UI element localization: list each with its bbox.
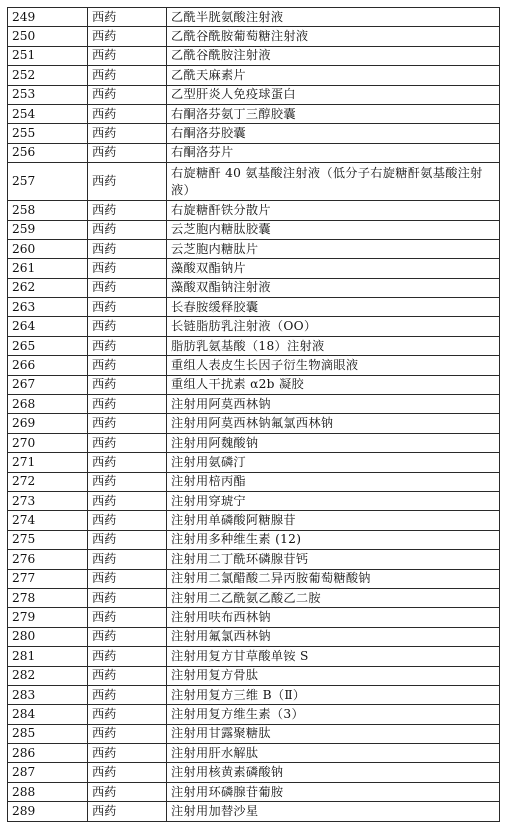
row-number-cell: 276: [8, 550, 88, 569]
drug-name-cell: 藻酸双酯钠注射液: [167, 278, 500, 297]
drug-name-cell: 乙型肝炎人免疫球蛋白: [167, 85, 500, 104]
row-number-cell: 266: [8, 356, 88, 375]
drug-name-cell: 注射用二乙酰氨乙酸乙二胺: [167, 588, 500, 607]
row-number-cell: 286: [8, 744, 88, 763]
row-number-cell: 249: [8, 8, 88, 27]
row-number-cell: 252: [8, 66, 88, 85]
row-number-cell: 260: [8, 239, 88, 258]
row-number-cell: 255: [8, 124, 88, 143]
row-number-cell: 282: [8, 666, 88, 685]
row-number-cell: 274: [8, 511, 88, 530]
table-row: [8, 46, 500, 65]
table-row: [8, 163, 500, 201]
row-number-cell: 277: [8, 569, 88, 588]
table-row: [8, 336, 500, 355]
row-number-cell: 281: [8, 647, 88, 666]
row-number-cell: 264: [8, 317, 88, 336]
category-cell: 西药: [88, 163, 167, 201]
drug-name-cell: 注射用肝水解肽: [167, 744, 500, 763]
drug-name-cell: 注射用呋布西林钠: [167, 608, 500, 627]
table-row: [8, 85, 500, 104]
row-number-cell: 270: [8, 433, 88, 452]
drug-name-cell: 云芝胞内糖肽片: [167, 239, 500, 258]
table-row: [8, 433, 500, 452]
row-number-cell: 258: [8, 201, 88, 220]
row-number-cell: 262: [8, 278, 88, 297]
category-cell: 西药: [88, 511, 167, 530]
drug-name-cell: 注射用二丁酰环磷腺苷钙: [167, 550, 500, 569]
row-number-cell: 273: [8, 491, 88, 510]
table-row: [8, 239, 500, 258]
category-cell: 西药: [88, 201, 167, 220]
row-number-cell: 283: [8, 685, 88, 704]
table-row: [8, 685, 500, 704]
row-number-cell: 253: [8, 85, 88, 104]
table-row: [8, 724, 500, 743]
category-cell: 西药: [88, 530, 167, 549]
drug-name-cell: 乙酰谷酰胺葡萄糖注射液: [167, 27, 500, 46]
table-row: [8, 782, 500, 801]
drug-name-cell: 注射用穿琥宁: [167, 491, 500, 510]
category-cell: 西药: [88, 685, 167, 704]
row-number-cell: 265: [8, 336, 88, 355]
category-cell: 西药: [88, 491, 167, 510]
category-cell: 西药: [88, 46, 167, 65]
table-row: [8, 124, 500, 143]
category-cell: 西药: [88, 588, 167, 607]
row-number-cell: 275: [8, 530, 88, 549]
category-cell: 西药: [88, 124, 167, 143]
category-cell: 西药: [88, 66, 167, 85]
drug-name-cell: 注射用二氯醋酸二异丙胺葡萄糖酸钠: [167, 569, 500, 588]
drug-name-cell: 注射用单磷酸阿糖腺苷: [167, 511, 500, 530]
row-number-cell: 251: [8, 46, 88, 65]
table-row: [8, 375, 500, 394]
drug-name-cell: 右旋糖酐铁分散片: [167, 201, 500, 220]
category-cell: 西药: [88, 724, 167, 743]
drug-name-cell: 藻酸双酯钠片: [167, 259, 500, 278]
row-number-cell: 271: [8, 453, 88, 472]
row-number-cell: 250: [8, 27, 88, 46]
table-row: [8, 647, 500, 666]
table-row: [8, 588, 500, 607]
drug-name-cell: 长链脂肪乳注射液（OO）: [167, 317, 500, 336]
drug-name-cell: 乙酰谷酰胺注射液: [167, 46, 500, 65]
table-row: [8, 66, 500, 85]
row-number-cell: 279: [8, 608, 88, 627]
drug-name-cell: 云芝胞内糖肽胶囊: [167, 220, 500, 239]
table-row: [8, 278, 500, 297]
category-cell: 西药: [88, 705, 167, 724]
table-row: [8, 627, 500, 646]
row-number-cell: 256: [8, 143, 88, 162]
row-number-cell: 287: [8, 763, 88, 782]
category-cell: 西药: [88, 8, 167, 27]
category-cell: 西药: [88, 647, 167, 666]
drug-name-cell: 右酮洛芬氨丁三醇胶囊: [167, 104, 500, 123]
table-row: [8, 550, 500, 569]
table-row: [8, 317, 500, 336]
row-number-cell: 280: [8, 627, 88, 646]
table-row: [8, 143, 500, 162]
table-row: [8, 356, 500, 375]
table-row: [8, 569, 500, 588]
row-number-cell: 272: [8, 472, 88, 491]
row-number-cell: 288: [8, 782, 88, 801]
category-cell: 西药: [88, 27, 167, 46]
category-cell: 西药: [88, 608, 167, 627]
drug-name-cell: 乙酰半胱氨酸注射液: [167, 8, 500, 27]
row-number-cell: 257: [8, 163, 88, 201]
drug-name-cell: 注射用核黄素磷酸钠: [167, 763, 500, 782]
category-cell: 西药: [88, 627, 167, 646]
category-cell: 西药: [88, 433, 167, 452]
row-number-cell: 267: [8, 375, 88, 394]
row-number-cell: 268: [8, 395, 88, 414]
drug-name-cell: 注射用氨磷汀: [167, 453, 500, 472]
table-row: [8, 259, 500, 278]
category-cell: 西药: [88, 472, 167, 491]
row-number-cell: 263: [8, 298, 88, 317]
category-cell: 西药: [88, 744, 167, 763]
drug-name-cell: 脂肪乳氨基酸（18）注射液: [167, 336, 500, 355]
category-cell: 西药: [88, 85, 167, 104]
category-cell: 西药: [88, 104, 167, 123]
drug-name-cell: 注射用阿莫西林钠: [167, 395, 500, 414]
category-cell: 西药: [88, 802, 167, 821]
drug-name-cell: 注射用复方维生素（3）: [167, 705, 500, 724]
drug-name-cell: 右酮洛芬片: [167, 143, 500, 162]
drug-name-cell: 注射用阿莫西林钠氟氯西林钠: [167, 414, 500, 433]
drug-name-cell: 注射用阿魏酸钠: [167, 433, 500, 452]
table-row: [8, 8, 500, 27]
drug-name-cell: 注射用氟氯西林钠: [167, 627, 500, 646]
drug-name-cell: 注射用棓丙酯: [167, 472, 500, 491]
category-cell: 西药: [88, 666, 167, 685]
table-row: [8, 802, 500, 821]
table-row: [8, 201, 500, 220]
table-row: [8, 220, 500, 239]
drug-name-cell: 注射用环磷腺苷葡胺: [167, 782, 500, 801]
category-cell: 西药: [88, 414, 167, 433]
category-cell: 西药: [88, 782, 167, 801]
row-number-cell: 259: [8, 220, 88, 239]
drug-list-body: [8, 8, 500, 822]
category-cell: 西药: [88, 298, 167, 317]
drug-name-cell: 注射用复方甘草酸单铵 S: [167, 647, 500, 666]
table-row: [8, 666, 500, 685]
drug-name-cell: 右酮洛芬胶囊: [167, 124, 500, 143]
drug-name-cell: 注射用加替沙星: [167, 802, 500, 821]
drug-name-cell: 右旋糖酐 40 氨基酸注射液（低分子右旋糖酐氨基酸注射液）: [167, 163, 500, 201]
row-number-cell: 278: [8, 588, 88, 607]
drug-name-cell: 乙酰天麻素片: [167, 66, 500, 85]
category-cell: 西药: [88, 278, 167, 297]
row-number-cell: 289: [8, 802, 88, 821]
drug-name-cell: 重组人表皮生长因子衍生物滴眼液: [167, 356, 500, 375]
category-cell: 西药: [88, 220, 167, 239]
table-row: [8, 511, 500, 530]
table-row: [8, 414, 500, 433]
table-row: [8, 298, 500, 317]
category-cell: 西药: [88, 763, 167, 782]
row-number-cell: 261: [8, 259, 88, 278]
category-cell: 西药: [88, 336, 167, 355]
category-cell: 西药: [88, 356, 167, 375]
category-cell: 西药: [88, 375, 167, 394]
table-row: [8, 705, 500, 724]
table-row: [8, 27, 500, 46]
drug-name-cell: 重组人干扰素 α2b 凝胶: [167, 375, 500, 394]
category-cell: 西药: [88, 239, 167, 258]
table-row: [8, 744, 500, 763]
category-cell: 西药: [88, 317, 167, 336]
table-row: [8, 608, 500, 627]
category-cell: 西药: [88, 395, 167, 414]
row-number-cell: 254: [8, 104, 88, 123]
row-number-cell: 284: [8, 705, 88, 724]
table-row: [8, 104, 500, 123]
category-cell: 西药: [88, 453, 167, 472]
table-row: [8, 453, 500, 472]
table-row: [8, 763, 500, 782]
drug-name-cell: 注射用复方骨肽: [167, 666, 500, 685]
drug-name-cell: 注射用多种维生素 (12): [167, 530, 500, 549]
table-row: [8, 491, 500, 510]
category-cell: 西药: [88, 569, 167, 588]
category-cell: 西药: [88, 143, 167, 162]
drug-name-cell: 注射用甘露聚糖肽: [167, 724, 500, 743]
category-cell: 西药: [88, 550, 167, 569]
row-number-cell: 269: [8, 414, 88, 433]
drug-name-cell: 长春胺缓释胶囊: [167, 298, 500, 317]
table-row: [8, 472, 500, 491]
table-row: [8, 530, 500, 549]
drug-list-table: [7, 7, 500, 822]
table-row: [8, 395, 500, 414]
drug-name-cell: 注射用复方三维 B（Ⅱ）: [167, 685, 500, 704]
category-cell: 西药: [88, 259, 167, 278]
row-number-cell: 285: [8, 724, 88, 743]
